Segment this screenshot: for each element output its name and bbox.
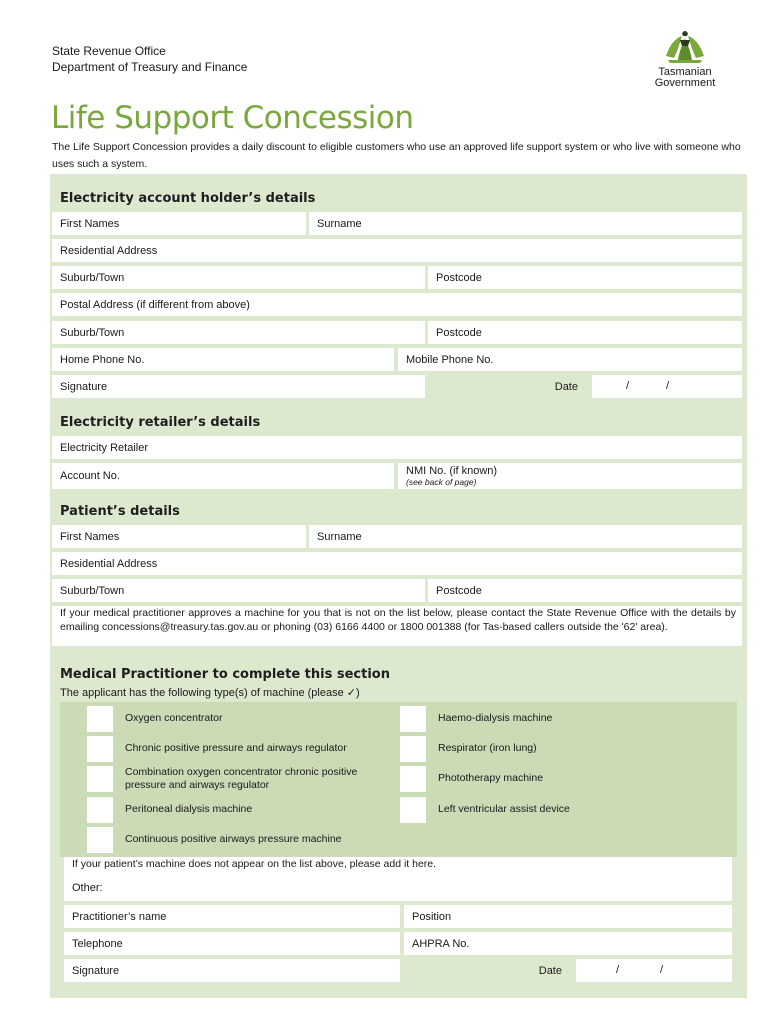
holder-mobile-phone-field[interactable]: Mobile Phone No. (398, 348, 742, 371)
date-separator: / (666, 380, 670, 392)
account-holder-heading: Electricity account holder’s details (60, 191, 316, 206)
ahpra-number-field[interactable]: AHPRA No. (404, 932, 732, 955)
oxygen-concentrator-checkbox[interactable] (87, 706, 113, 732)
patient-heading: Patient’s details (60, 504, 180, 519)
nmi-note: (see back of page) (406, 476, 477, 487)
left-ventricular-assist-checkbox[interactable] (400, 797, 426, 823)
holder-surname-field[interactable]: Surname (309, 212, 742, 235)
chronic-pressure-regulator-checkbox[interactable] (87, 736, 113, 762)
retailer-heading: Electricity retailer’s details (60, 415, 261, 430)
combination-oxygen-regulator-checkbox[interactable] (87, 766, 113, 792)
haemo-dialysis-checkbox[interactable] (400, 706, 426, 732)
holder-postal-suburb-field[interactable]: Suburb/Town (52, 321, 425, 344)
patient-residential-address-field[interactable]: Residential Address (52, 552, 742, 575)
holder-suburb-field[interactable]: Suburb/Town (52, 266, 425, 289)
org-name: State Revenue Office (52, 44, 166, 58)
holder-date-label: Date (428, 375, 590, 398)
machine-option-label: Phototherapy machine (438, 772, 544, 784)
practitioner-name-field[interactable]: Practitioner’s name (64, 905, 400, 928)
other-machine-field[interactable] (64, 857, 732, 901)
machine-option-label: Respirator (iron lung) (438, 742, 537, 754)
logo-text-line1: Tasmanian (658, 66, 712, 78)
retailer-name-field[interactable]: Electricity Retailer (52, 436, 742, 459)
machine-option-label: Continuous positive airways pressure machine (125, 833, 342, 845)
patient-surname-field[interactable]: Surname (309, 525, 742, 548)
practitioner-signature-field[interactable]: Signature (64, 959, 400, 982)
peritoneal-dialysis-checkbox[interactable] (87, 797, 113, 823)
machine-option-label: Oxygen concentrator (125, 712, 223, 724)
date-separator: / (626, 380, 630, 392)
medical-subheading: The applicant has the following type(s) of machine (please ✓) (60, 687, 360, 699)
holder-postcode-field[interactable]: Postcode (428, 266, 742, 289)
logo-emblem-icon (660, 26, 710, 64)
practitioner-position-field[interactable]: Position (404, 905, 732, 928)
practitioner-telephone-field[interactable]: Telephone (64, 932, 400, 955)
medical-heading: Medical Practitioner to complete this section (60, 667, 390, 682)
intro-text: The Life Support Concession provides a daily discount to eligible customers who use an approved life support system or who live with someone who uses such a system. (52, 141, 741, 170)
practitioner-date-field[interactable] (576, 959, 732, 982)
machine-option-label: Chronic positive pressure and airways regulator (125, 742, 347, 754)
patient-first-names-field[interactable]: First Names (52, 525, 306, 548)
patient-suburb-field[interactable]: Suburb/Town (52, 579, 425, 602)
holder-postal-address-field[interactable]: Postal Address (if different from above) (52, 293, 742, 316)
practitioner-date-label: Date (404, 959, 574, 982)
date-separator: / (660, 964, 664, 976)
machine-option-label: Haemo-dialysis machine (438, 712, 553, 724)
patient-info-note-box (52, 606, 742, 646)
account-number-field[interactable]: Account No. (52, 463, 394, 489)
other-machine-note: If your patient’s machine does not appear on the list above, please add it here. (72, 858, 437, 870)
holder-postal-postcode-field[interactable]: Postcode (428, 321, 742, 344)
respirator-checkbox[interactable] (400, 736, 426, 762)
holder-first-names-field[interactable]: First Names (52, 212, 306, 235)
holder-home-phone-field[interactable]: Home Phone No. (52, 348, 394, 371)
machine-option-label: Combination oxygen concentrator chronic positive pressure and airways regulator (125, 766, 358, 791)
other-machine-label: Other: (72, 882, 103, 894)
holder-date-field[interactable] (592, 375, 742, 398)
patient-info-note: If your medical practitioner approves a machine for you that is not on the list below, please contact the State Revenue Office with the details by emailing concessions@treasury.tas.gov.au or phoning (03) 6166 4400 or 1800 001388 (for Tas-based callers outside the '62' area). (60, 607, 736, 633)
logo-text-line2: Government (654, 77, 716, 89)
machine-option-label: Peritoneal dialysis machine (125, 803, 253, 815)
date-separator: / (616, 964, 620, 976)
nmi-label: NMI No. (if known) (406, 464, 498, 477)
department-name: Department of Treasury and Finance (52, 60, 248, 74)
machine-option-label: Left ventricular assist device (438, 803, 570, 815)
patient-postcode-field[interactable]: Postcode (428, 579, 742, 602)
phototherapy-checkbox[interactable] (400, 766, 426, 792)
cpap-machine-checkbox[interactable] (87, 827, 113, 853)
holder-signature-field[interactable]: Signature (52, 375, 425, 398)
nmi-number-field[interactable] (398, 463, 742, 489)
page-title: Life Support Concession (51, 100, 414, 136)
holder-residential-address-field[interactable]: Residential Address (52, 239, 742, 262)
tasmanian-government-logo (640, 26, 730, 90)
